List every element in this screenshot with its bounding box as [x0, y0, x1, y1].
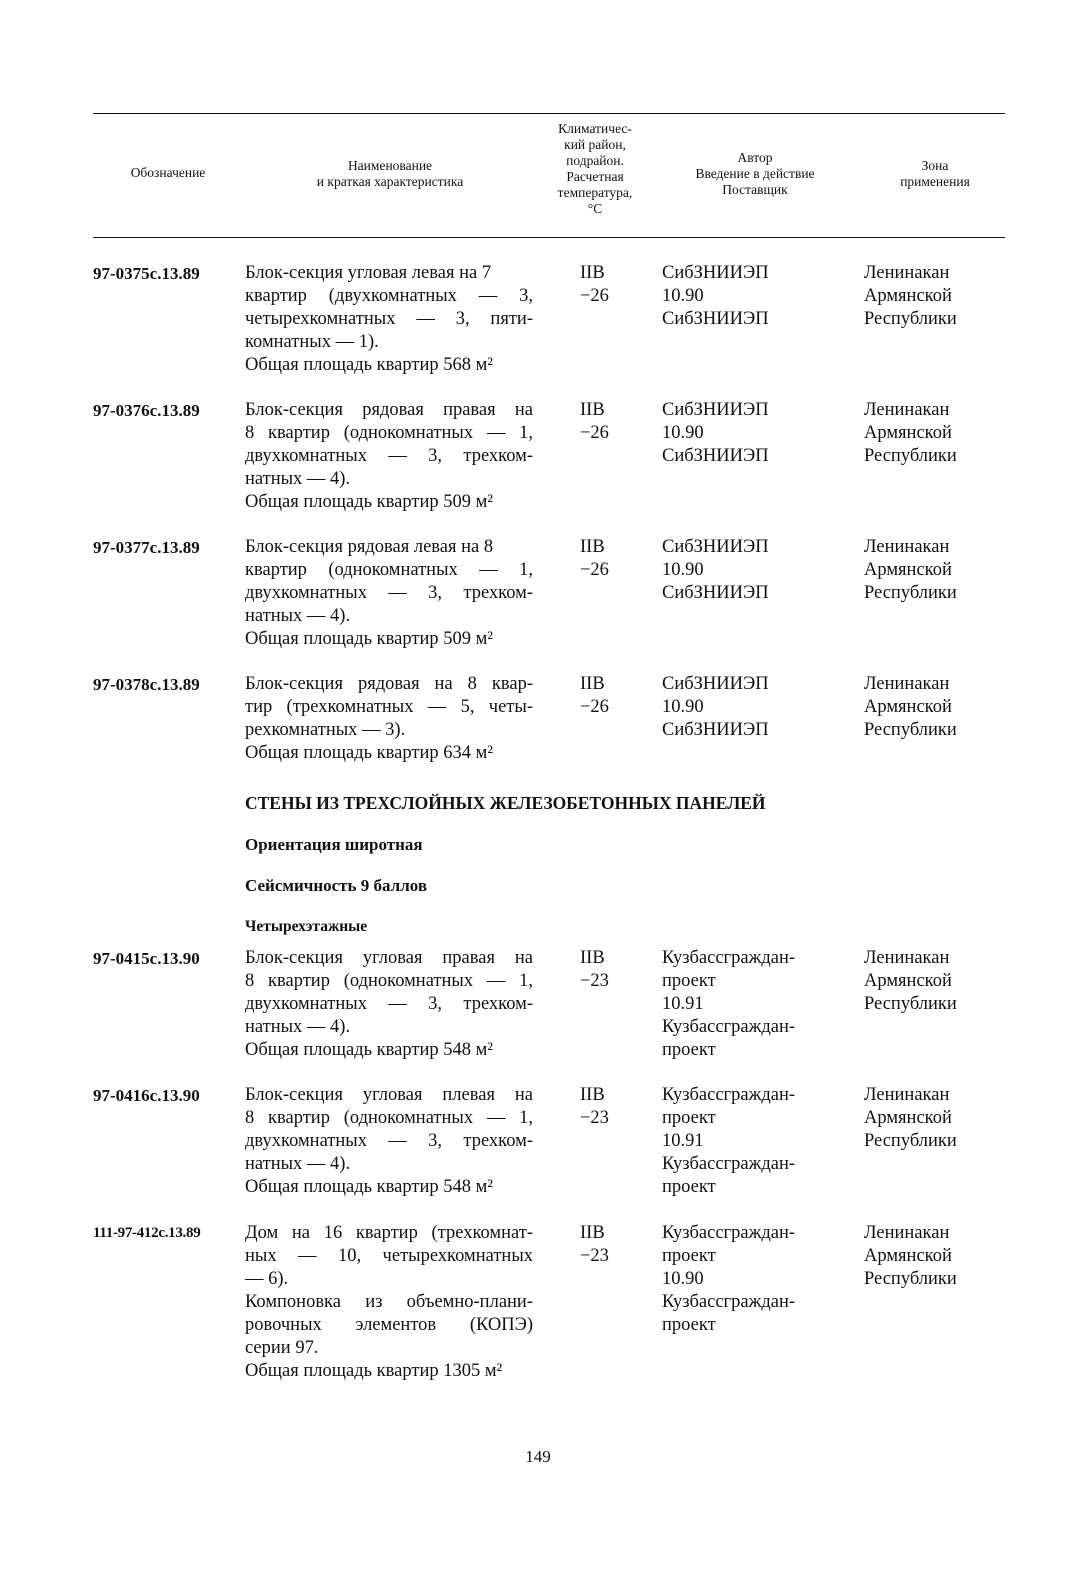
- author-line: 10.91: [662, 1131, 704, 1151]
- description: [245, 673, 533, 765]
- description-line: Общая площадь квартир 548 м²: [245, 1177, 493, 1197]
- description-line: двухкомнатных — 3, трехком-: [245, 583, 533, 603]
- author-line: СибЗНИИЭП: [662, 537, 769, 557]
- designation-code: 97-0378с.13.89: [93, 675, 200, 694]
- section-title: СТЕНЫ ИЗ ТРЕХСЛОЙНЫХ ЖЕЛЕЗОБЕТОННЫХ ПАНЕЛЕЙ: [245, 793, 766, 813]
- header-name: Наименование и краткая характеристика: [316, 158, 464, 189]
- author: [662, 262, 769, 331]
- description-line: Блок-секция угловая плевая на: [245, 1085, 533, 1105]
- climate: [580, 947, 609, 993]
- zone-line: Республики: [864, 1269, 957, 1289]
- header-climate: Климатичес- кий район, подрайон. Расчетная температура, °С: [557, 121, 633, 216]
- climate-region: IIB: [580, 537, 605, 557]
- zone: [864, 262, 957, 331]
- designation-code: 111-97-412с.13.89: [93, 1225, 201, 1241]
- author: [662, 673, 769, 742]
- description-line: Общая площадь квартир 634 м²: [245, 743, 493, 763]
- description-line: четырехкомнатных — 3, пяти-: [245, 309, 533, 329]
- zone-line: Республики: [864, 309, 957, 329]
- zone-line: Армянской: [864, 560, 952, 580]
- climate: [580, 1084, 609, 1130]
- section-orientation: Ориентация широтная: [245, 835, 423, 854]
- description-line: двухкомнатных — 3, трехком-: [245, 994, 533, 1014]
- climate-region: IIB: [580, 263, 605, 283]
- zone-line: Республики: [864, 583, 957, 603]
- zone-line: Армянской: [864, 1108, 952, 1128]
- author-line: СибЗНИИЭП: [662, 583, 769, 603]
- author-line: проект: [662, 1246, 716, 1266]
- climate-region: IIB: [580, 674, 605, 694]
- author-line: проект: [662, 971, 716, 991]
- author-line: СибЗНИИЭП: [662, 309, 769, 329]
- zone-line: Ленинакан: [864, 263, 950, 283]
- climate-temperature: −23: [580, 1108, 609, 1128]
- climate-temperature: −26: [580, 423, 609, 443]
- author-line: проект: [662, 1040, 716, 1060]
- description-line: Блок-секция угловая правая на: [245, 948, 533, 968]
- climate: [580, 262, 609, 308]
- section-floors: Четырехэтажные: [245, 918, 368, 935]
- description-line: 8 квартир (однокомнатных — 1,: [245, 423, 533, 443]
- designation-code: 97-0377с.13.89: [93, 538, 200, 557]
- description-line: двухкомнатных — 3, трехком-: [245, 1131, 533, 1151]
- author: [662, 1084, 795, 1199]
- author-line: СибЗНИИЭП: [662, 400, 769, 420]
- description-line: Общая площадь квартир 568 м²: [245, 355, 493, 375]
- author-line: СибЗНИИЭП: [662, 720, 769, 740]
- climate-region: IIB: [580, 948, 605, 968]
- climate-temperature: −26: [580, 286, 609, 306]
- description-line: квартир (однокомнатных — 1,: [245, 560, 533, 580]
- designation-code: 97-0415с.13.90: [93, 949, 200, 968]
- description-line: Блок-секция угловая левая на 7: [245, 263, 492, 283]
- author: [662, 1222, 795, 1337]
- author-line: 10.91: [662, 994, 704, 1014]
- header-author: Автор Введение в действие Поставщик: [695, 150, 815, 197]
- climate-region: IIB: [580, 1223, 605, 1243]
- climate-region: IIB: [580, 1085, 605, 1105]
- description-line: Общая площадь квартир 1305 м²: [245, 1361, 503, 1381]
- author-line: Кузбассграждан-: [662, 1154, 796, 1174]
- designation-code: 97-0375с.13.89: [93, 264, 200, 283]
- description: [245, 536, 533, 651]
- description: [245, 1084, 533, 1199]
- climate: [580, 673, 609, 719]
- description-line: комнатных — 1).: [245, 332, 379, 352]
- zone: [864, 673, 957, 742]
- zone-line: Армянской: [864, 1246, 952, 1266]
- description-line: двухкомнатных — 3, трехком-: [245, 446, 533, 466]
- climate-region: IIB: [580, 400, 605, 420]
- author-line: Кузбассграждан-: [662, 948, 796, 968]
- zone: [864, 1222, 957, 1291]
- description-line: Общая площадь квартир 548 м²: [245, 1040, 493, 1060]
- zone-line: Ленинакан: [864, 948, 950, 968]
- author-line: 10.90: [662, 560, 704, 580]
- description: [245, 1222, 533, 1383]
- description-line: Общая площадь квартир 509 м²: [245, 629, 493, 649]
- author-line: проект: [662, 1315, 716, 1335]
- zone-line: Ленинакан: [864, 674, 950, 694]
- author-line: 10.90: [662, 286, 704, 306]
- zone-line: Республики: [864, 1131, 957, 1151]
- author-line: Кузбассграждан-: [662, 1292, 796, 1312]
- author-line: 10.90: [662, 1269, 704, 1289]
- zone-line: Армянской: [864, 286, 952, 306]
- author-line: проект: [662, 1108, 716, 1128]
- author-line: СибЗНИИЭП: [662, 263, 769, 283]
- climate-temperature: −23: [580, 1246, 609, 1266]
- author-line: Кузбассграждан-: [662, 1223, 796, 1243]
- zone-line: Республики: [864, 720, 957, 740]
- description-line: Дом на 16 квартир (трехкомнат-: [245, 1223, 533, 1243]
- description-line: Блок-секция рядовая на 8 квар-: [245, 674, 533, 694]
- description-line: тир (трехкомнатных — 5, четы-: [245, 697, 533, 717]
- zone: [864, 399, 957, 468]
- zone-line: Республики: [864, 994, 957, 1014]
- header-bottom-rule: [93, 237, 1005, 238]
- zone-line: Ленинакан: [864, 1085, 950, 1105]
- section-seismic: Сейсмичность 9 баллов: [245, 876, 427, 895]
- author-line: Кузбассграждан-: [662, 1085, 796, 1105]
- description-line: Блок-секция рядовая правая на: [245, 400, 533, 420]
- zone-line: Армянской: [864, 423, 952, 443]
- zone-line: Республики: [864, 446, 957, 466]
- zone-line: Армянской: [864, 697, 952, 717]
- description: [245, 262, 533, 377]
- zone-line: Ленинакан: [864, 1223, 950, 1243]
- author: [662, 399, 769, 468]
- climate-temperature: −26: [580, 560, 609, 580]
- header-top-rule: [93, 113, 1005, 114]
- author-line: проект: [662, 1177, 716, 1197]
- description-line: ных — 10, четырехкомнатных: [245, 1246, 533, 1266]
- author-line: Кузбассграждан-: [662, 1017, 796, 1037]
- designation-code: 97-0416с.13.90: [93, 1086, 200, 1105]
- description-line: 8 квартир (однокомнатных — 1,: [245, 971, 533, 991]
- zone: [864, 947, 957, 1016]
- author: [662, 536, 769, 605]
- author-line: СибЗНИИЭП: [662, 674, 769, 694]
- description-line: — 6).: [245, 1269, 289, 1289]
- description-line: серии 97.: [245, 1338, 319, 1358]
- climate: [580, 399, 609, 445]
- description: [245, 399, 533, 514]
- zone-line: Ленинакан: [864, 400, 950, 420]
- page-number: 149: [525, 1447, 551, 1466]
- description: [245, 947, 533, 1062]
- climate-temperature: −26: [580, 697, 609, 717]
- zone: [864, 536, 957, 605]
- designation-code: 97-0376с.13.89: [93, 401, 200, 420]
- description-line: Блок-секция рядовая левая на 8: [245, 537, 494, 557]
- author-line: 10.90: [662, 423, 704, 443]
- description-line: натных — 4).: [245, 606, 351, 626]
- climate-temperature: −23: [580, 971, 609, 991]
- description-line: рехкомнатных — 3).: [245, 720, 406, 740]
- author-line: 10.90: [662, 697, 704, 717]
- zone-line: Ленинакан: [864, 537, 950, 557]
- description-line: 8 квартир (однокомнатных — 1,: [245, 1108, 533, 1128]
- description-line: натных — 4).: [245, 469, 351, 489]
- author-line: СибЗНИИЭП: [662, 446, 769, 466]
- climate: [580, 1222, 609, 1268]
- description-line: натных — 4).: [245, 1017, 351, 1037]
- description-line: натных — 4).: [245, 1154, 351, 1174]
- header-zone: Зона применения: [900, 158, 970, 189]
- header-designation: Обозначение: [130, 165, 206, 180]
- zone-line: Армянской: [864, 971, 952, 991]
- description-line: квартир (двухкомнатных — 3,: [245, 286, 533, 306]
- description-line: ровочных элементов (КОПЭ): [245, 1315, 533, 1335]
- description-line: Общая площадь квартир 509 м²: [245, 492, 493, 512]
- author: [662, 947, 795, 1062]
- description-line: Компоновка из объемно-плани-: [245, 1292, 533, 1312]
- climate: [580, 536, 609, 582]
- zone: [864, 1084, 957, 1153]
